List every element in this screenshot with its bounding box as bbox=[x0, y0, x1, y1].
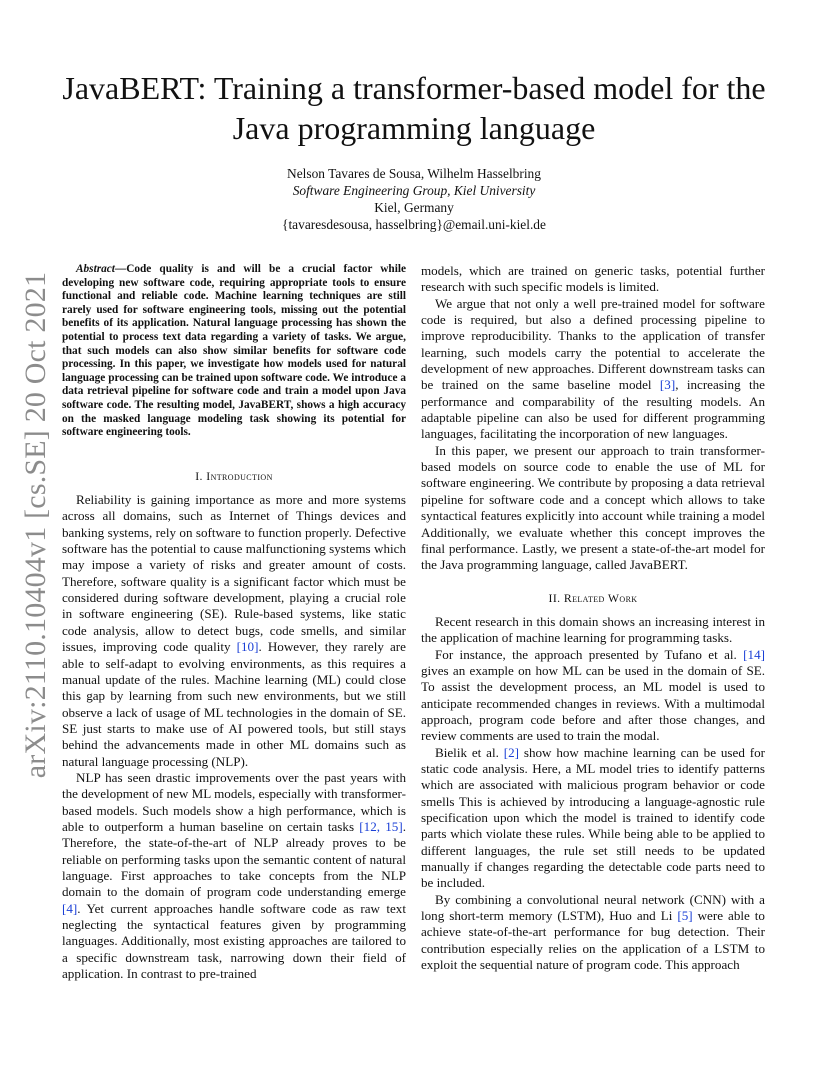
abstract bbox=[62, 263, 406, 440]
citation-link[interactable]: [2] bbox=[503, 744, 519, 760]
abstract-text: —Code quality is and will be a crucial factor while developing new software code, requiring appropriate tools to ensure functional and reliable code. Machine learning techniques are still rarely used for software engineering tools, missing out the potential benefits of its application. Natural language processing has shown the potential to process text data regarding a variety of tasks. We argue, that such models can also show similar benefits for software code processing. In this paper, we investigate how models used for natural language processing can be trained upon software code. We introduce a data retrieval pipeline for software code and train a model upon Java software code. The resulting model, JavaBERT, shows a high accuracy on the masked language modeling task showing its potential for software engineering tools. bbox=[62, 263, 406, 439]
citation-link[interactable]: [12, 15] bbox=[359, 818, 403, 834]
text-run: By combining a convolutional neural network (CNN) with a long short-term memory (LSTM), Huo and Li bbox=[421, 891, 765, 924]
text-run: For instance, the approach presented by Tufano et al. bbox=[435, 646, 744, 662]
section-numeral: I. bbox=[195, 468, 207, 483]
author-names: Nelson Tavares de Sousa, Wilhelm Hasselbring bbox=[287, 166, 541, 181]
citation-link[interactable]: [4] bbox=[62, 900, 78, 916]
paragraph bbox=[62, 492, 406, 770]
author-block bbox=[60, 165, 768, 233]
paragraph: In this paper, we present our approach to train transformer-based models on source code to enable the use of ML for software engineering. We contribute by proposing a data retrieval pipeline for software code and a concept which allows to take syntactical features explicitly into account while training a model Additionally, we evaluate whether this concept improves the final performance. Lastly, we present a state-of-the-art model for the Java programming language, called JavaBERT. bbox=[421, 442, 765, 573]
text-run: . However, they rarely are able to self-adapt to evolving environments, as this requires a manual update of the rules. Machine learning (ML) could close this gap by learning from such new environments, but we still observe a lack of usage of ML technologies in the domain of SE. SE just starts to make use of AI powered tools, but still stays behind the advancements made in other ML domains such as natural language processing (NLP). bbox=[62, 639, 406, 769]
text-run: NLP has seen drastic improvements over the past years with the development of new ML models, especially with transformer-based models. Such models show a high performance, which is able to outperform a human baseline on certain tasks bbox=[62, 769, 406, 834]
citation-link[interactable]: [5] bbox=[677, 908, 693, 924]
paragraph bbox=[421, 647, 765, 745]
paragraph: Recent research in this domain shows an increasing interest in the application of machine learning for programming tasks. bbox=[421, 613, 765, 646]
paragraph: models, which are trained on generic tasks, potential further research with such specific models is limited. bbox=[421, 263, 765, 295]
text-run: Bielik et al. bbox=[435, 744, 504, 760]
right-column bbox=[421, 263, 765, 973]
text-run: , increasing the performance and comparability of the resulting models. An adaptable pipeline can also be used for different programming languages, facilitating the incorporation of new languages. bbox=[421, 377, 765, 442]
section-heading-introduction bbox=[62, 468, 406, 484]
paragraph bbox=[421, 745, 765, 892]
section-title: Introduction bbox=[206, 468, 273, 483]
citation-link[interactable]: [10] bbox=[236, 639, 259, 655]
arxiv-stamp bbox=[12, 271, 60, 779]
paragraph bbox=[62, 770, 406, 982]
author-location: Kiel, Germany bbox=[374, 200, 454, 215]
section-numeral: II. bbox=[548, 590, 564, 605]
left-column bbox=[62, 263, 406, 982]
arxiv-stamp-text: arXiv:2110.10404v1 [cs.SE] 20 Oct 2021 bbox=[19, 271, 52, 779]
text-run: We argue that not only a well pre-trained model for software code is required, but also a defined processing pipeline to improve reproducibility. Thanks to the application of transfer learning, such models carry the potential to accelerate the development of new approaches. Different downstream tasks can be trained on the same baseline model bbox=[421, 295, 765, 393]
text-run: . Therefore, the state-of-the-art of NLP already proves to be reliable on performing tasks upon the semantic content of natural language. First approaches to take concepts from the NLP domain to the domain of program code understanding emerge bbox=[62, 818, 406, 900]
text-run: . Yet current approaches handle software code as raw text neglecting the syntactical features given by programming languages. Additionally, most existing approaches are tailored to a specific downstream task, narrowing down their field of application. In contrast to pre-trained bbox=[62, 900, 406, 982]
section-heading-related-work bbox=[421, 590, 765, 606]
text-run: were able to achieve state-of-the-art performance for bug detection. Their contribution especially relies on the application of a LSTM to exploit the sequential nature of program code. This approach bbox=[421, 908, 765, 973]
section-title: Related Work bbox=[563, 590, 638, 605]
abstract-label: Abstract bbox=[76, 263, 115, 275]
text-run: show how machine learning can be used for static code analysis. Here, a ML model tries to identify patterns which are associated with malicious program behavior or code smells This is achieved by introducing a language-agnostic rule specification upon which the model is trained to identify code parts which violate these rules. While being able to be applied to different languages, the rule set still needs to be updated manually if changes regarding the detectable code parts need to be included. bbox=[421, 744, 765, 891]
paragraph bbox=[421, 892, 765, 974]
paper-title: JavaBERT: Training a transformer-based model for the Java programming language bbox=[62, 70, 766, 146]
citation-link[interactable]: [3] bbox=[659, 377, 676, 393]
text-run: Reliability is gaining importance as more and more systems across all domains, such as Internet of Things devices and banking systems, rely on software to function properly. Defective software has the potential to cause malfunctioning systems which may impose a variety of risks and greater amount of costs. Therefore, software quality is a significant factor which must be considered during software development, playing a crucial role in software engineering (SE). Rule-based systems, like static code analysis, allow to detect bugs, code smells, and similar issues, improving code quality bbox=[62, 492, 406, 655]
author-email: {tavaresdesousa, hasselbring}@email.uni-kiel.de bbox=[282, 217, 546, 232]
citation-link[interactable]: [14] bbox=[743, 646, 765, 662]
text-run: gives an example on how ML can be used in the domain of SE. To assist the development process, an ML model is used to anticipate recommended changes in reviews. With a multimodal approach, program code before and after those changes, and review comments are used to train the modal. bbox=[421, 662, 765, 744]
author-affiliation: Software Engineering Group, Kiel University bbox=[292, 183, 536, 198]
paragraph bbox=[421, 296, 765, 443]
